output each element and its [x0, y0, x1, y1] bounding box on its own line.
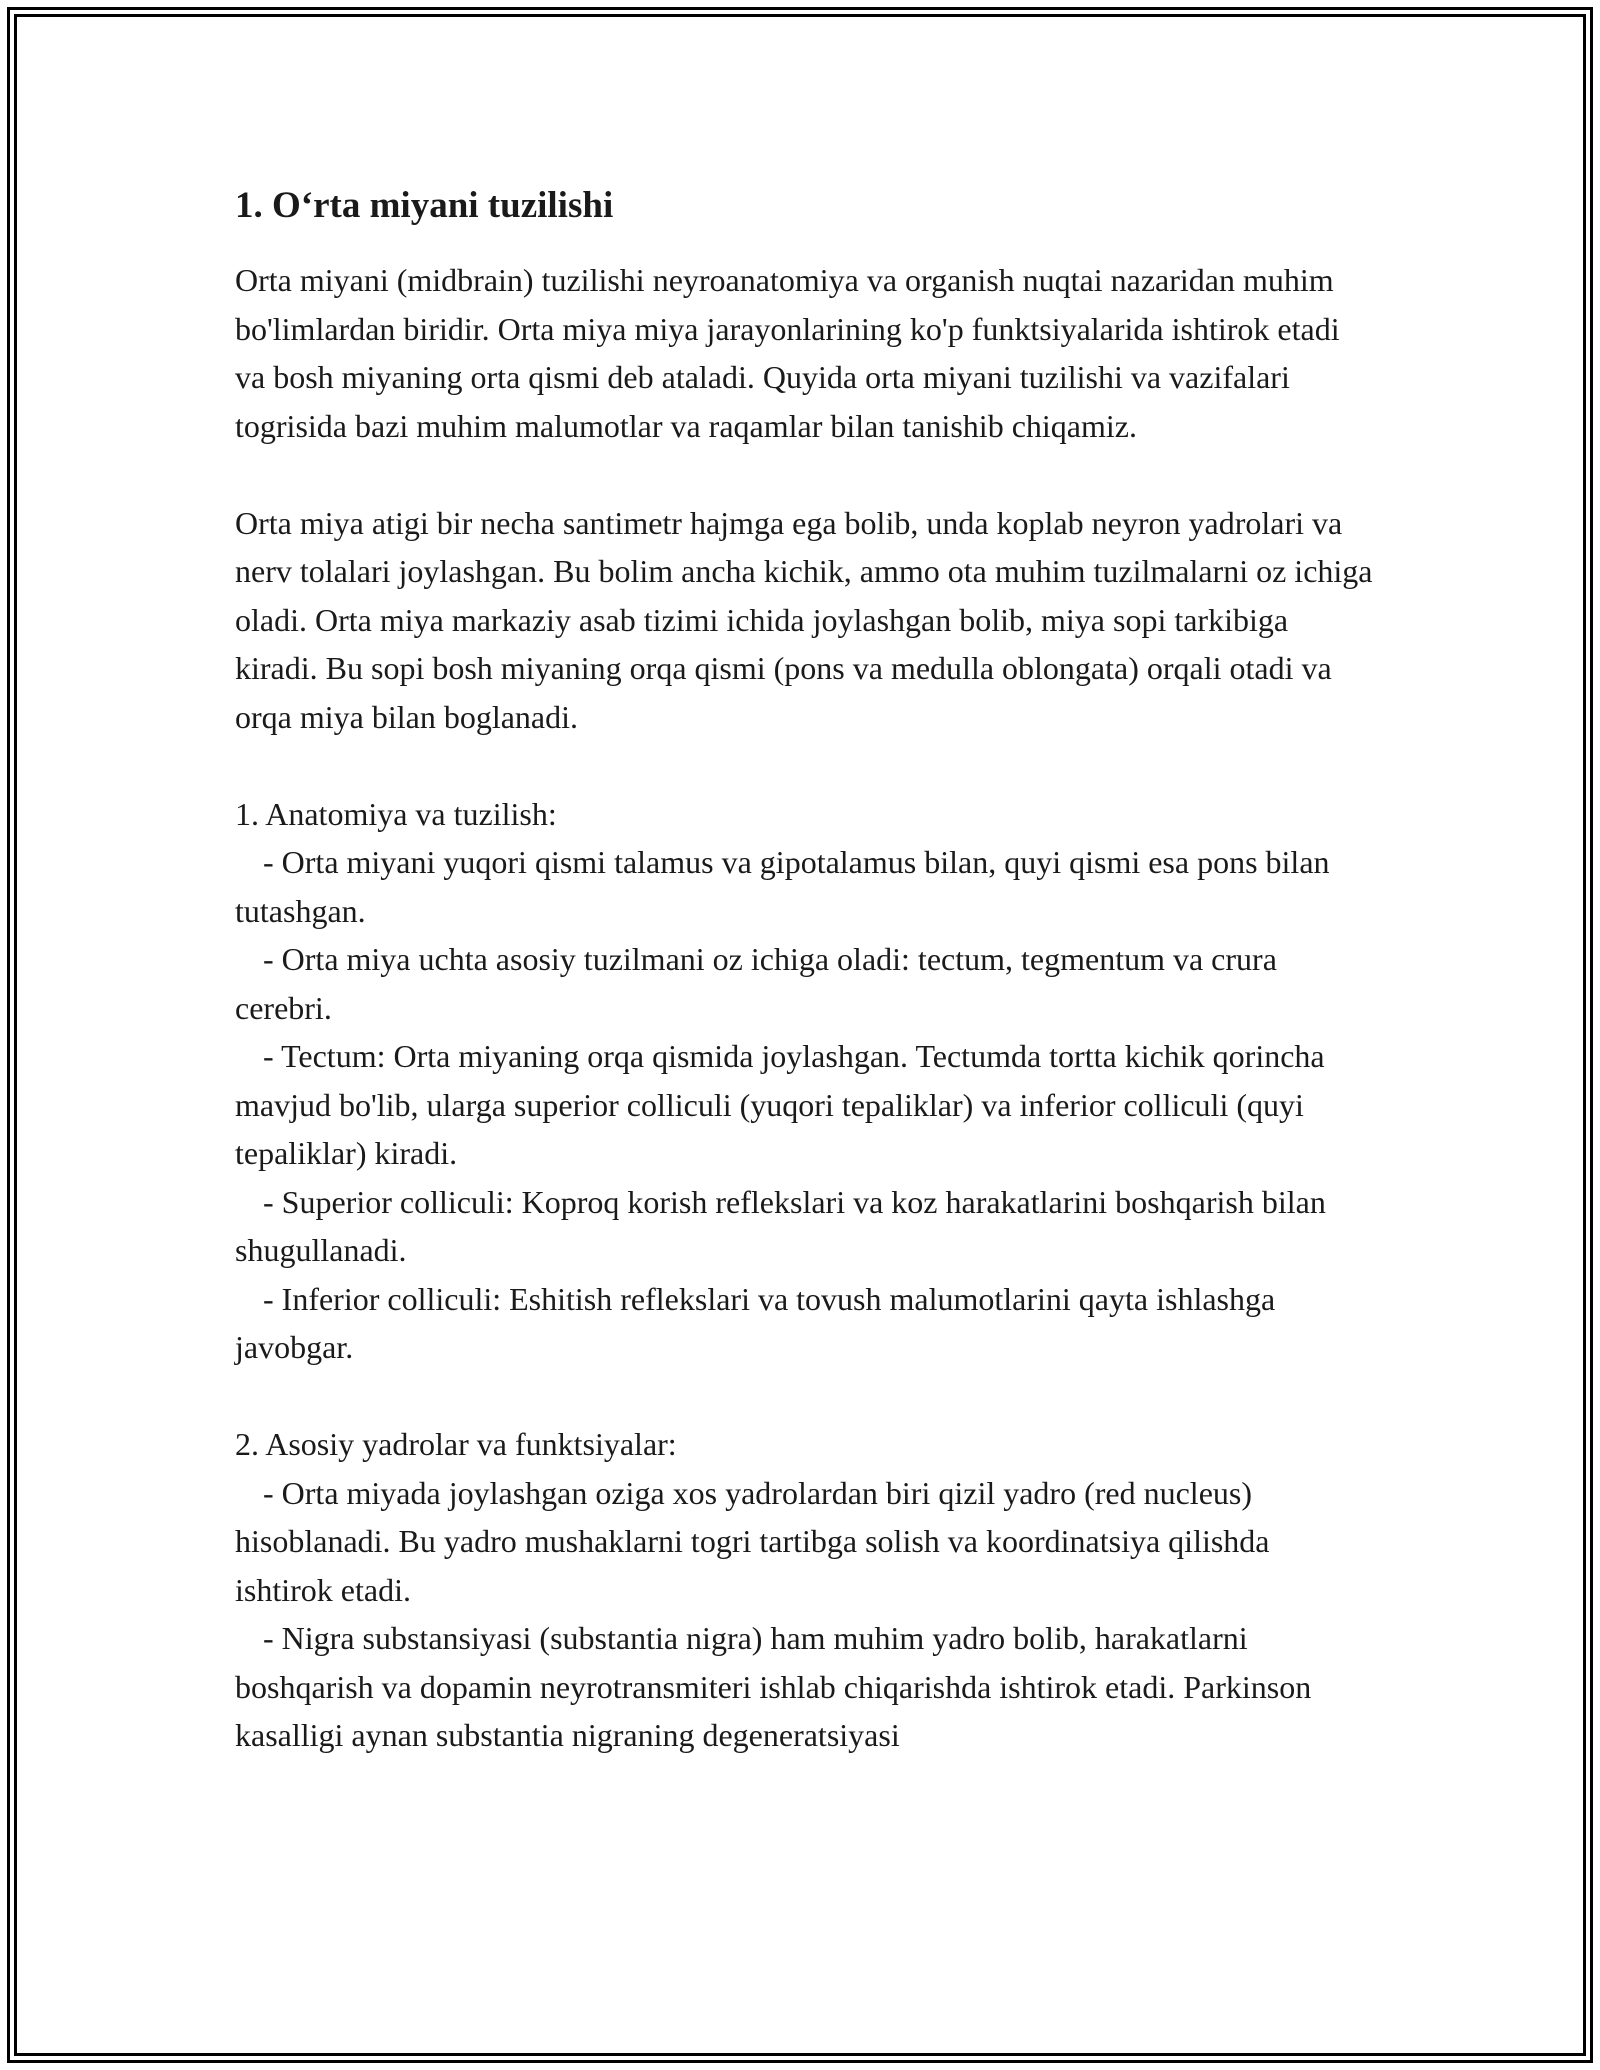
section-nuclei: [235, 1420, 1375, 1760]
section-title: 1. Anatomiya va tuzilish:: [235, 795, 557, 832]
list-item: - Tectum: Orta miyaning orqa qismida joylashgan. Tectumda tortta kichik qorincha mavjud bo'lib, ularga superior colliculi (yuqori tepaliklar) va inferior colliculi (quyi tepaliklar) kiradi.: [235, 1038, 1325, 1172]
intro-paragraph: Orta miyani (midbrain) tuzilishi neyroanatomiya va organish nuqtai nazaridan muhim bo'limlardan biridir. Orta miya miya jarayonlarining ko'p funktsiyalarida ishtirok etadi va bosh miyaning orta qismi deb ataladi. Quyida orta miyani tuzilishi va vazifalari togrisida bazi muhim malumotlar va raqamlar bilan tanishib chiqamiz.: [235, 262, 1340, 444]
list-item: - Orta miyada joylashgan oziga xos yadrolardan biri qizil yadro (red nucleus) hisoblanadi. Bu yadro mushaklarni togri tartibga solish va koordinatsiya qilishda ishtirok etadi.: [235, 1474, 1270, 1608]
paragraph-gap: [235, 741, 1375, 790]
list-item: - Superior colliculi: Koproq korish reflekslari va koz harakatlarini boshqarish bilan shugullanadi.: [235, 1183, 1326, 1269]
paragraph-gap: [235, 450, 1375, 499]
list-item: - Orta miya uchta asosiy tuzilmani oz ichiga oladi: tectum, tegmentum va crura cerebri.: [235, 941, 1277, 1026]
list-item: - Inferior colliculi: Eshitish reflekslari va tovush malumotlarini qayta ishlashga javobgar.: [235, 1280, 1276, 1366]
description-paragraph: Orta miya atigi bir necha santimetr hajmga ega bolib, unda koplab neyron yadrolari va nerv tolalari joylashgan. Bu bolim ancha kichik, ammo ota muhim tuzilmalarni oz ichiga oladi. Orta miya markaziy asab tizimi ichida joylashgan bolib, miya sopi tarkibiga kiradi. Bu sopi bosh miyaning orqa qismi (pons va medulla oblongata) orqali otadi va orqa miya bilan boglanadi.: [235, 504, 1373, 735]
section-anatomy: [235, 790, 1375, 1372]
section-heading: 1. Oʻrta miyani tuzilishi: [235, 185, 614, 226]
list-item: - Nigra substansiyasi (substantia nigra) ham muhim yadro bolib, harakatlarni boshqarish va dopamin neyrotransmiteri ishlab chiqarishda ishtirok etadi. Parkinson kasalligi aynan substantia nigraning degeneratsiyasi: [235, 1620, 1312, 1754]
document-body: [235, 182, 1375, 1760]
paragraph-gap: [235, 1372, 1375, 1421]
list-item: - Orta miyani yuqori qismi talamus va gipotalamus bilan, quyi qismi esa pons bilan tutashgan.: [235, 844, 1330, 929]
section-title: 2. Asosiy yadrolar va funktsiyalar:: [235, 1426, 677, 1463]
